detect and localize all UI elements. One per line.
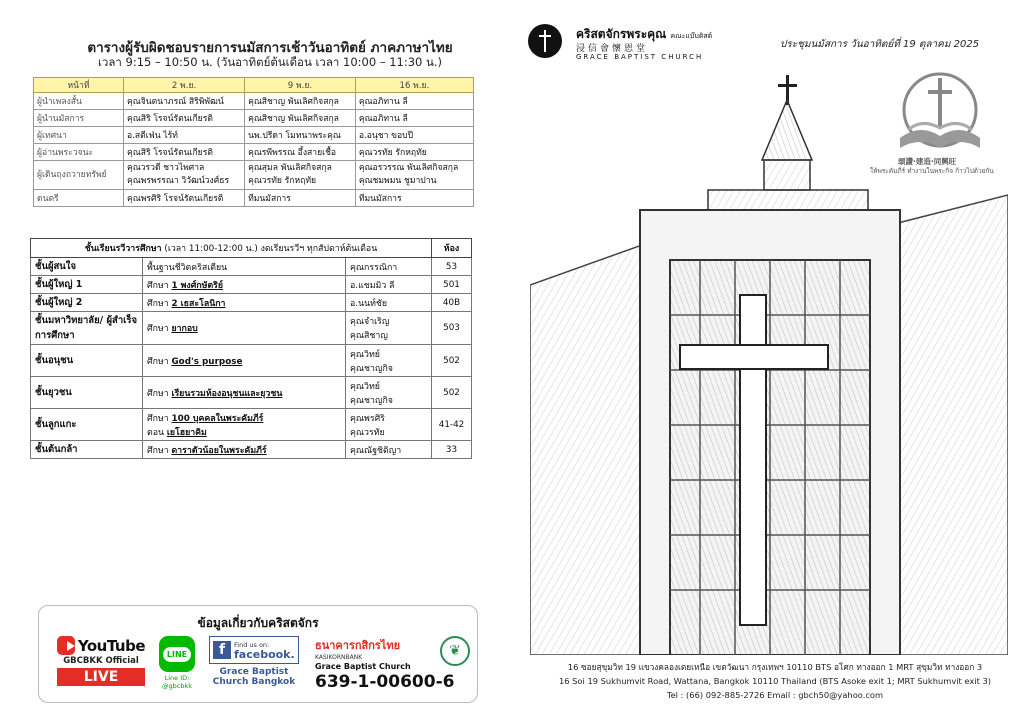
classes-header-room: ห้อง xyxy=(432,239,472,258)
class-teacher: อ.แชมมิว ลี xyxy=(346,276,432,294)
class-teacher: อ.นนท์ชัย xyxy=(346,294,432,312)
class-topic xyxy=(143,258,346,276)
church-name-cn: 浸信會懷恩堂 xyxy=(576,44,649,54)
church-name-en: GRACE BAPTIST CHURCH xyxy=(576,53,704,61)
contact-info: Tel : (66) 092-885-2726 Email : gbch50@yahoo.com xyxy=(666,690,884,700)
facebook-icon: f xyxy=(213,641,231,659)
class-teacher: คุณณัฐชิดิญา xyxy=(346,441,432,459)
church-cross-logo-icon xyxy=(528,24,562,58)
topic-prefix: ศึกษา xyxy=(147,388,169,399)
roster-cell: คุณอภิทาน ลี xyxy=(355,110,473,127)
class-room: 33 xyxy=(432,441,472,459)
roster-cell: อ.อนุชา ขอบปี xyxy=(355,127,473,144)
church-address xyxy=(540,660,1010,702)
roster-cell: ทีมนมัสการ xyxy=(245,190,356,207)
facebook-find-us: Find us on: xyxy=(234,641,270,649)
class-name: ชั้นมหาวิทยาลัย/ ผู้สำเร็จการศึกษา xyxy=(31,312,143,345)
info-title: ข้อมูลเกี่ยวกับคริสตจักร xyxy=(197,616,319,630)
roster-role-cell: ดนตรี xyxy=(34,190,124,207)
class-teacher: คุณวิทย์ คุณชาญกิจ xyxy=(346,377,432,409)
roster-row xyxy=(34,190,474,207)
roster-header-date: 9 พ.ย. xyxy=(245,78,356,93)
line-icon: LINE xyxy=(159,636,195,672)
roster-cell: คุณพรศิริ โรจน์รัตนเกียรติ xyxy=(124,190,245,207)
roster-row xyxy=(34,127,474,144)
youtube-live-badge: LIVE xyxy=(57,668,145,686)
class-row xyxy=(31,345,472,377)
topic-prefix: ศึกษา xyxy=(147,413,169,424)
class-room: 502 xyxy=(432,377,472,409)
roster-cell: คุณสิชาญ พันเลิศกิจสกุล xyxy=(245,93,356,110)
topic-prefix: ศึกษา xyxy=(147,445,169,456)
bank-account-number: 639-1-00600-6 xyxy=(315,672,455,692)
address-th: 16 ซอยสุขุมวิท 19 แขวงคลองเตยเหนือ เขตวัฒนา กรุงเทพฯ 10110 BTS อโศก ทางออก 1 MRT สุขุมวิท ทางออก 3 xyxy=(567,662,983,672)
class-room: 41-42 xyxy=(432,409,472,441)
service-date: ประชุมนมัสการ วันอาทิตย์ที่ 19 ตุลาคม 2025 xyxy=(780,39,980,50)
line-link[interactable] xyxy=(157,636,197,690)
roster-row xyxy=(34,110,474,127)
roster-cell: คุณสิชาญ พันเลิศกิจสกุล xyxy=(245,110,356,127)
church-name-th: คริสตจักรพระคุณ คณะแบ๊บติสต์ xyxy=(576,27,713,41)
class-topic xyxy=(143,377,346,409)
roster-cell: คุณอรวรรณ พันเลิศกิจสกุล คุณชมพมน ชูมาปาน xyxy=(355,161,473,190)
topic-title: ยากอบ xyxy=(171,324,198,334)
roster-cell: อ.สตีเฟ่น ไร้ท์ xyxy=(124,127,245,144)
class-row xyxy=(31,258,472,276)
church-name-th-small: คณะแบ๊บติสต์ xyxy=(670,32,713,40)
class-name: ชั้นยุวชน xyxy=(31,377,143,409)
roster-cell: คุณวรวดี ชาวไพศาล คุณพรพรรณา วิวัฒน์วงศ์ธร xyxy=(124,161,245,190)
bank-name-en: KASIKORNBANK xyxy=(315,654,363,661)
class-teacher: คุณกรรณิกา xyxy=(346,258,432,276)
class-row xyxy=(31,312,472,345)
class-teacher: คุณวิทย์ คุณชาญกิจ xyxy=(346,345,432,377)
roster-header-date: 16 พ.ย. xyxy=(355,78,473,93)
line-id: Line ID: @gbcbkk xyxy=(162,674,192,690)
class-topic xyxy=(143,312,346,345)
class-topic xyxy=(143,276,346,294)
class-topic xyxy=(143,294,346,312)
roster-cell: คุณสิริ โรจน์รัตนเกียรติ xyxy=(124,110,245,127)
motto-cn: 頌讚·建造·同興旺 xyxy=(898,157,957,166)
topic-title: 1 พงศ์กษัตริย์ xyxy=(171,280,224,291)
class-topic xyxy=(143,345,346,377)
class-room: 502 xyxy=(432,345,472,377)
facebook-link[interactable] xyxy=(209,636,299,687)
roster-header-row xyxy=(34,78,474,93)
roster-cell: คุณสุมล พันเลิศกิจสกุล คุณวรทัย รักหฤทัย xyxy=(245,161,356,190)
youtube-channel: GBCBKK Official xyxy=(63,656,139,666)
class-row xyxy=(31,441,472,459)
classes-header-note: (เวลา 11:00-12:00 น.) งดเรียนรวีฯ ทุกสัปดาห์ต้นเดือน xyxy=(161,244,378,254)
class-room: 53 xyxy=(432,258,472,276)
topic-prefix: ศึกษา xyxy=(147,280,169,291)
class-teacher: คุณจำเริญ คุณสิชาญ xyxy=(346,312,432,345)
class-name: ชั้นผู้ใหญ่ 2 xyxy=(31,294,143,312)
roster-row xyxy=(34,144,474,161)
roster-role-cell: ผู้นำนมัสการ xyxy=(34,110,124,127)
roster-cell: นพ.ปรีดา โมทนาพระคุณ xyxy=(245,127,356,144)
topic-title: 100 บุคคลในพระคัมภีร์ xyxy=(171,413,264,424)
topic-prefix: ศึกษา xyxy=(147,324,169,334)
classes-header-row xyxy=(31,239,472,258)
facebook-wordmark: facebook. xyxy=(234,648,295,661)
class-row xyxy=(31,294,472,312)
roster-role-cell: ผู้เทศนา xyxy=(34,127,124,144)
topic-prefix: ศึกษา xyxy=(147,298,169,309)
church-building-illustration xyxy=(530,75,1008,655)
bank-account-name: Grace Baptist Church xyxy=(315,662,411,671)
roster-cell: คุณอภิทาน ลี xyxy=(355,93,473,110)
roster-cell: คุณวรทัย รักหฤทัย xyxy=(355,144,473,161)
class-room: 503 xyxy=(432,312,472,345)
kasikorn-leaf-icon: ❦ xyxy=(440,636,470,666)
class-name: ชั้นลูกแกะ xyxy=(31,409,143,441)
roster-row xyxy=(34,161,474,190)
address-en: 16 Soi 19 Sukhumvit Road, Wattana, Bangkok 10110 Thailand (BTS Asoke exit 1; MRT Sukhumvit exit 3) xyxy=(558,676,992,686)
motto-th: ให้พระคัมภีร์ ทำงานในพระกิจ ก้าวไปด้วยกัน xyxy=(870,167,994,175)
topic-title: พื้นฐานชีวิตคริสเตียน xyxy=(147,262,228,273)
schedule-subtitle: เวลา 9:15 – 10:50 น. (วันอาทิตย์ต้นเดือน เวลา 10:00 – 11:30 น.) xyxy=(97,55,443,69)
bank-name-th: ธนาคารกสิกรไทย xyxy=(315,639,401,652)
topic-prefix: ศึกษา xyxy=(147,356,169,367)
classes-header xyxy=(31,239,432,258)
facebook-page-name: Grace Baptist Church Bangkok xyxy=(212,667,296,687)
roster-cell: คุณสิริ โรจน์รัตนเกียรติ xyxy=(124,144,245,161)
roster-cell: คุณจินตนาภรณ์ สิริพิพัฒน์ xyxy=(124,93,245,110)
topic2-title: เยโฮยาคิม xyxy=(166,427,207,438)
class-room: 501 xyxy=(432,276,472,294)
roster-header-date: 2 พ.ย. xyxy=(124,78,245,93)
class-name: ชั้นอนุชน xyxy=(31,345,143,377)
class-row xyxy=(31,276,472,294)
youtube-wordmark: YouTube xyxy=(77,636,145,655)
duty-roster-table xyxy=(33,77,474,207)
class-topic xyxy=(143,409,346,441)
class-teacher: คุณพรศิริ คุณวรทัย xyxy=(346,409,432,441)
class-topic xyxy=(143,441,346,459)
class-room: 40B xyxy=(432,294,472,312)
youtube-icon xyxy=(57,636,75,655)
class-row xyxy=(31,409,472,441)
roster-row xyxy=(34,93,474,110)
roster-cell: ทีมนมัสการ xyxy=(355,190,473,207)
roster-header-role: หน้าที่ xyxy=(34,78,124,93)
roster-role-cell: ผู้อ่านพระวจนะ xyxy=(34,144,124,161)
roster-role-cell: ผู้เดินถุงถวายทรัพย์ xyxy=(34,161,124,190)
topic2-prefix: ตอน xyxy=(147,427,165,438)
class-row xyxy=(31,377,472,409)
class-name: ชั้นผู้ใหญ่ 1 xyxy=(31,276,143,294)
classes-header-title: ชั้นเรียนรวีวารศึกษา xyxy=(84,244,162,254)
topic-title: ดาราตัวน้อยในพระคัมภีร์ xyxy=(171,445,267,456)
youtube-link[interactable] xyxy=(57,636,145,686)
topic-title: เรียนรวมห้องอนุชนและยุวชน xyxy=(171,388,283,399)
class-name: ชั้นต้นกล้า xyxy=(31,441,143,459)
roster-role-cell: ผู้นำเพลงสั้น xyxy=(34,93,124,110)
class-name: ชั้นผู้สนใจ xyxy=(31,258,143,276)
roster-cell: คุณรพีพรรณ อึ้งสายเชื้อ xyxy=(245,144,356,161)
bank-account-info xyxy=(315,636,465,692)
schedule-title: ตารางผู้รับผิดชอบรายการนมัสการเช้าวันอาทิตย์ ภาคภาษาไทย xyxy=(87,40,453,56)
church-info-box xyxy=(38,605,478,703)
topic-title: God's purpose xyxy=(171,356,243,367)
sunday-school-table xyxy=(30,238,472,459)
topic-title: 2 เธสะโลนิกา xyxy=(171,298,226,309)
